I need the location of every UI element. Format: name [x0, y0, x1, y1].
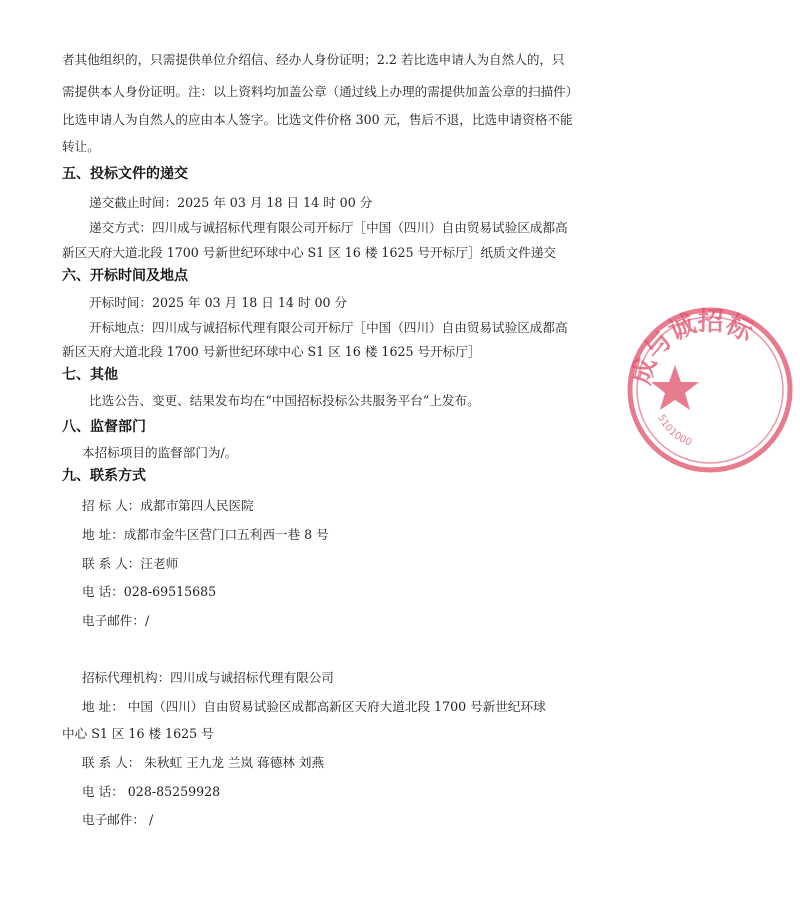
section-8-heading: 八、监督部门 — [62, 419, 146, 435]
section-7-heading: 七、其他 — [62, 367, 118, 383]
intro-line-2: 需提供本人身份证明。注：以上资料均加盖公章（通过线上办理的需提供加盖公章的扫描件） — [62, 84, 579, 99]
agency-address-line-1: 地 址： 中国（四川）自由贸易试验区成都高新区天府大道北段 1700 号新世纪环球 — [82, 699, 546, 714]
agency-line: 招标代理机构：四川成与诚招标代理有限公司 — [82, 670, 334, 685]
agency-contact-line: 联 系 人： 朱秋虹 王九龙 兰岚 蒋德林 刘燕 — [82, 755, 325, 770]
submission-deadline: 递交截止时间：2025 年 03 月 18 日 14 时 00 分 — [89, 195, 373, 210]
section-5-heading: 五、投标文件的递交 — [62, 166, 188, 182]
intro-line-1: 者其他组织的，只需提供单位介绍信、经办人身份证明；2.2 若比选申请人为自然人的，只 — [62, 52, 565, 67]
intro-line-3: 比选申请人为自然人的应由本人签字。比选文件价格 300 元，售后不退，比选申请资格不能 — [62, 112, 573, 127]
intro-line-4: 转让。 — [62, 139, 100, 154]
seal-code: 5101000 — [655, 412, 694, 449]
opening-time: 开标时间：2025 年 03 月 18 日 14 时 00 分 — [89, 295, 348, 310]
section-9-heading: 九、联系方式 — [62, 468, 146, 484]
tenderer-email-line: 电子邮件：/ — [82, 613, 150, 628]
tenderer-phone-line: 电 话：028-69515685 — [82, 584, 217, 599]
section-6-heading: 六、开标时间及地点 — [62, 268, 188, 284]
seal-text: 成与诚招标 — [626, 306, 758, 388]
supervision-text: 本招标项目的监督部门为/。 — [82, 445, 238, 460]
company-seal — [620, 300, 800, 480]
opening-place-line-1: 开标地点：四川成与诚招标代理有限公司开标厅［中国（四川）自由贸易试验区成都高 — [89, 320, 568, 335]
opening-place-line-2: 新区天府大道北段 1700 号新世纪环球中心 S1 区 16 楼 1625 号开标厅］ — [62, 344, 481, 359]
tenderer-address-line: 地 址：成都市金牛区营门口五利西一巷 8 号 — [82, 527, 329, 542]
submission-method-line-2: 新区天府大道北段 1700 号新世纪环球中心 S1 区 16 楼 1625 号开标厅］纸质文件递交 — [62, 245, 557, 260]
tenderer-line: 招 标 人：成都市第四人民医院 — [82, 498, 254, 513]
submission-method-line-1: 递交方式：四川成与诚招标代理有限公司开标厅［中国（四川）自由贸易试验区成都高 — [89, 220, 568, 235]
agency-email-line: 电子邮件： / — [82, 812, 154, 827]
other-text: 比选公告、变更、结果发布均在“中国招标投标公共服务平台”上发布。 — [89, 393, 480, 408]
agency-phone-line: 电 话： 028-85259928 — [82, 784, 221, 799]
tenderer-contact-line: 联 系 人：汪老师 — [82, 556, 179, 571]
agency-address-line-2: 中心 S1 区 16 楼 1625 号 — [62, 726, 214, 741]
